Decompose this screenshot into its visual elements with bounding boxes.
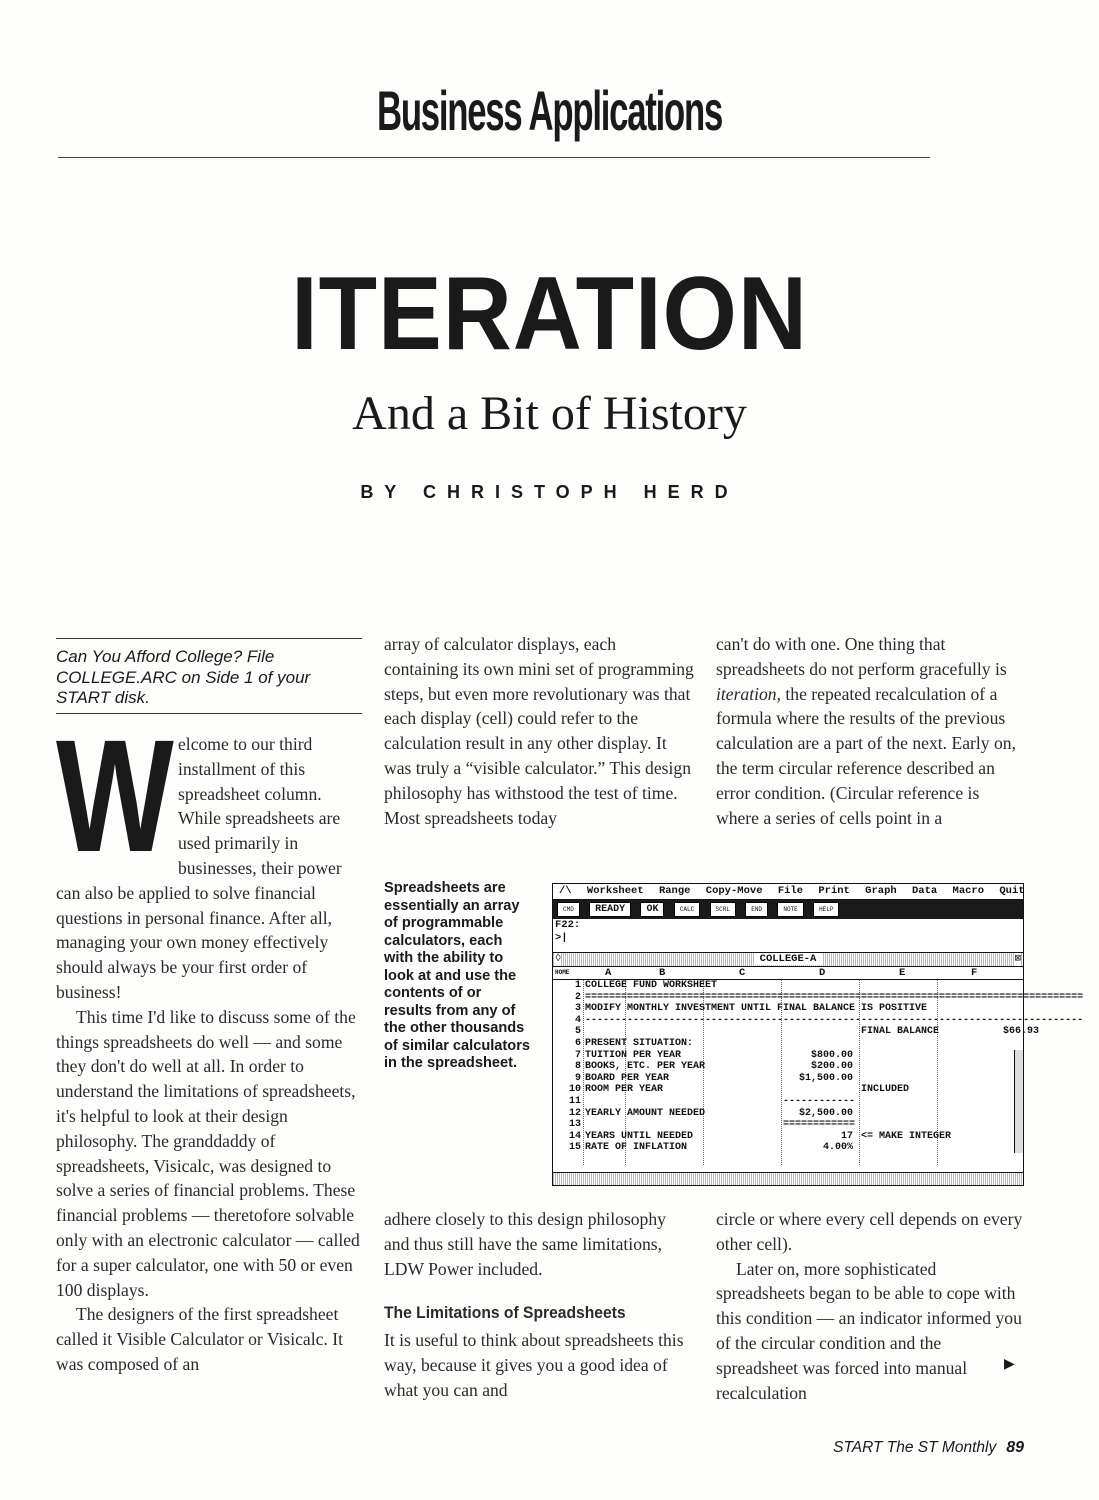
column-3-top	[716, 632, 1026, 830]
menu-item[interactable]: Copy-Move	[705, 885, 763, 897]
menu-bar	[553, 884, 1023, 900]
section-title: Business Applications	[376, 79, 723, 142]
end-button[interactable]: END	[745, 902, 768, 917]
atari-logo-icon: /\	[559, 885, 572, 897]
spreadsheet-screenshot	[552, 883, 1084, 1186]
scrl-button[interactable]: SCRL	[710, 902, 736, 917]
paragraph: The designers of the first spreadsheet called it Visible Calculator or Visicalc. It was composed of an	[56, 1304, 343, 1374]
window-title-bar[interactable]	[553, 953, 1023, 967]
calc-button[interactable]: CALC	[674, 902, 700, 917]
sheet-row	[553, 1050, 1023, 1062]
row-number[interactable]: 5	[574, 1026, 581, 1038]
sheet-row	[553, 1061, 1023, 1073]
row-number[interactable]: 15	[568, 1142, 581, 1154]
cmd-button[interactable]: CMD	[557, 902, 580, 917]
paragraph-intro: elcome to our third installment of this spreadsheet column. While spreadsheets are used primarily in businesses, their power can also be applied to solve financial questions in personal finance. After all, managing your own money effectively should always be your first order of business!	[56, 734, 342, 1002]
sheet-row	[553, 1038, 1023, 1050]
row-number[interactable]: 8	[574, 1061, 581, 1073]
sheet-cell[interactable]: ROOM PER YEAR	[585, 1084, 664, 1096]
note-button[interactable]: NOTE	[777, 902, 803, 917]
row-number[interactable]: 11	[568, 1095, 581, 1107]
menu-item[interactable]: Data	[912, 885, 938, 897]
vertical-scrollbar[interactable]	[1014, 1050, 1023, 1153]
column-header[interactable]: F	[971, 967, 978, 979]
sheet-cell[interactable]: $1,500.00	[798, 1072, 853, 1084]
ready-indicator: READY	[589, 902, 631, 917]
close-box-icon[interactable]: ◊	[555, 953, 562, 965]
column-2-top	[384, 632, 694, 830]
row-number[interactable]: 7	[574, 1049, 581, 1061]
sheet-cell[interactable]: YEARS UNTIL NEEDED	[585, 1130, 694, 1142]
byline: BY CHRISTOPH HERD	[360, 482, 739, 502]
fuller-box-icon[interactable]: ⊠	[1014, 953, 1021, 965]
sheet-row	[553, 1131, 1023, 1143]
toolbar	[553, 900, 1023, 919]
magazine-name: START The ST Monthly	[833, 1439, 997, 1456]
row-number[interactable]: 9	[574, 1072, 581, 1084]
article-title: ITERATION	[291, 256, 808, 372]
sheet-cell[interactable]: ------------	[783, 1095, 856, 1107]
sheet-row	[553, 1142, 1023, 1154]
paragraph: This time I'd like to discuss some of the things spreadsheets do well — and some they don't do well at all. In order to understand the limitations of spreadsheets, it's helpful to look at their design philosophy. The granddaddy of spreadsheets, Visicalc, was designed to solve a series of financial problems. These financial problems — theretofore solvable only with an electronic calculator — called for a super calculator, one with 50 or even 100 displays.	[56, 1006, 360, 1300]
sheet-row	[553, 1108, 1023, 1120]
sheet-cell[interactable]: MODIFY MONTHLY INVESTMENT UNTIL FINAL BALANCE IS POSITIVE	[585, 1003, 928, 1015]
cell-input[interactable]: >|	[555, 932, 568, 944]
column-header[interactable]: E	[899, 967, 906, 979]
subheading: The Limitations of Spreadsheets	[384, 1303, 626, 1323]
row-number[interactable]: 1	[574, 980, 581, 991]
sheet-cell[interactable]: 17	[840, 1130, 853, 1142]
sheet-row	[553, 991, 1084, 1004]
sheet-cell[interactable]: PRESENT SITUATION:	[585, 1037, 694, 1049]
row-number[interactable]: 3	[574, 1003, 581, 1015]
ok-button[interactable]: OK	[640, 902, 664, 917]
paragraph: adhere closely to this design philosophy and thus still have the same limitations, LDW Power included.	[384, 1209, 666, 1279]
row-number[interactable]: 10	[568, 1084, 581, 1096]
column-header[interactable]: A	[605, 967, 612, 979]
sheet-cell[interactable]: ===================================================================================	[585, 991, 1084, 1003]
sheet-row	[553, 1003, 1023, 1015]
column-2-bottom	[384, 1207, 694, 1403]
sheet-cell[interactable]: 4.00%	[822, 1142, 853, 1154]
sheet-row	[553, 1096, 1023, 1108]
column-header[interactable]: B	[659, 967, 666, 979]
sheet-cell[interactable]: BOARD PER YEAR	[585, 1072, 670, 1084]
sheet-cell[interactable]: INCLUDED	[861, 1084, 910, 1096]
paragraph: circle or where every cell depends on every other cell).	[716, 1209, 1023, 1254]
column-header-row	[553, 967, 1023, 980]
paragraph: Later on, more sophisticated spreadsheets began to be able to cope with this condition — an indicator informed you of the circular condition and the spreadsheet was forced into manual recalculation	[716, 1258, 1022, 1403]
article-subtitle: And a Bit of History	[352, 387, 747, 440]
column-header[interactable]: C	[739, 967, 746, 979]
entry-line[interactable]	[553, 919, 1023, 953]
page-number: 89	[1006, 1439, 1024, 1456]
row-number[interactable]: 14	[568, 1130, 581, 1142]
sheet-rows	[553, 980, 1084, 1154]
drop-cap: W	[56, 706, 174, 885]
sheet-cell[interactable]: YEARLY AMOUNT NEEDED	[585, 1107, 706, 1119]
disk-file-note-text: Can You Afford College? File COLLEGE.ARC on Side 1 of your START disk.	[56, 647, 311, 707]
figure-caption: Spreadsheets are essentially an array of programmable calculators, each with the ability to look at and use the contents of or results from any of the other thousands of similar calculators in the spreadsheet.	[384, 880, 530, 1071]
column-1	[56, 706, 362, 1377]
continued-arrow-icon: ▶	[1004, 1357, 1015, 1372]
sheet-cell[interactable]: BOOKS, ETC. PER YEAR	[585, 1061, 706, 1073]
sheet-cell[interactable]: TUITION PER YEAR	[585, 1049, 682, 1061]
sheet-cell[interactable]: COLLEGE FUND WORKSHEET	[585, 980, 718, 991]
cell-reference: F22:	[555, 919, 581, 931]
sheet-cell[interactable]: $66.93	[1002, 1026, 1039, 1038]
column-header[interactable]: D	[819, 967, 826, 979]
row-number[interactable]: 12	[568, 1107, 581, 1119]
home-button[interactable]: HOME	[555, 969, 570, 976]
cell-grid[interactable]	[553, 980, 1084, 1165]
sheet-cell[interactable]: <= MAKE INTEGER	[861, 1130, 952, 1142]
sheet-cell[interactable]: -----------------------------------------------------------------------------------	[585, 1014, 1084, 1026]
section-divider	[58, 157, 930, 158]
menu-item[interactable]: Quit	[999, 885, 1025, 897]
menu-item[interactable]: Print	[818, 885, 850, 897]
menu-item[interactable]: Range	[658, 885, 691, 897]
sheet-cell[interactable]: FINAL BALANCE	[861, 1026, 940, 1038]
text-run: the repeated recalculation of a formula where the results of the previous calculation are a part of the next. Early on, the term circular reference described an error condition. (Circular reference is where a series of cells point in a	[716, 683, 1016, 828]
column-3-bottom	[716, 1207, 1026, 1405]
paragraph	[716, 632, 1026, 830]
sheet-row	[553, 1026, 1039, 1038]
window-title: COLLEGE-A	[754, 953, 823, 965]
sheet-row	[553, 1084, 1023, 1096]
sheet-row	[553, 980, 1023, 992]
sheet-row	[553, 1073, 1023, 1085]
menu-item[interactable]: File	[777, 885, 804, 897]
paragraph: array of calculator displays, each containing its own mini set of programming steps, but even more revolutionary was that each display (cell) could refer to the calculation result in any other display. It was truly a “visible calculator.” This design philosophy has withstood the test of time. Most spreadsheets today	[384, 634, 694, 828]
menu-item[interactable]: Macro	[952, 885, 985, 897]
horizontal-scrollbar[interactable]	[553, 1172, 1023, 1185]
sheet-cell[interactable]: $200.00	[810, 1061, 853, 1073]
menu-item[interactable]: Worksheet	[586, 885, 644, 897]
help-button[interactable]: HELP	[813, 902, 839, 917]
sheet-cell[interactable]: ============	[783, 1119, 856, 1131]
row-number[interactable]: 6	[574, 1037, 581, 1049]
menu-item[interactable]: Graph	[865, 885, 897, 897]
sheet-cell[interactable]: $2,500.00	[798, 1107, 853, 1119]
sheet-cell[interactable]: RATE OF INFLATION	[585, 1142, 688, 1154]
sheet-row	[553, 1119, 1023, 1131]
emphasis: iteration,	[716, 683, 781, 704]
text-run: can't do with one. One thing that spreadsheets do not perform gracefully is	[716, 634, 1007, 679]
sheet-cell[interactable]: $800.00	[810, 1049, 853, 1061]
page-footer	[0, 1439, 1024, 1457]
row-number[interactable]: 2	[574, 991, 581, 1003]
paragraph: It is useful to think about spreadsheets this way, because it gives you a good idea of what you can and	[384, 1330, 684, 1400]
row-number[interactable]: 4	[574, 1014, 581, 1026]
sheet-row	[553, 1014, 1084, 1027]
row-number[interactable]: 13	[568, 1119, 581, 1131]
disk-file-note	[56, 638, 362, 714]
